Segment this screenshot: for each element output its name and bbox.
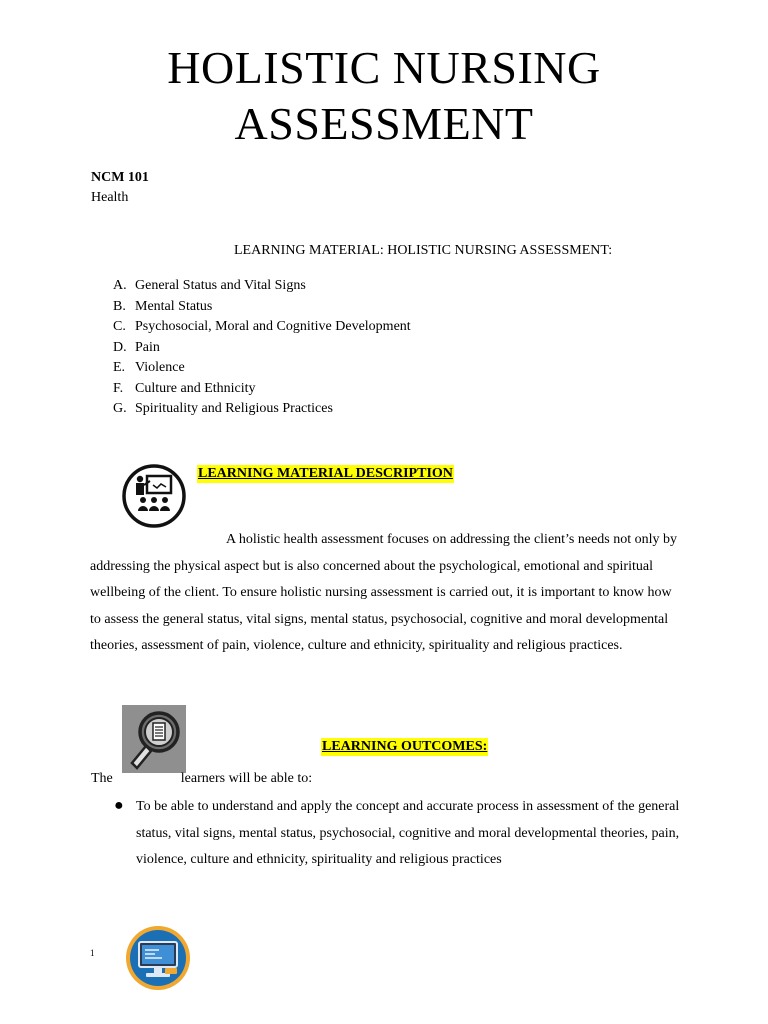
list-item-text: Psychosocial, Moral and Cognitive Development [135, 319, 411, 334]
list-marker: A. [113, 278, 127, 293]
description-heading: LEARNING MATERIAL DESCRIPTION [198, 466, 453, 481]
document-title [0, 40, 768, 152]
description-text: A holistic health assessment focuses on addressing the client’s needs not only by addressing the physical aspect but is also concerned about the psychological, emotional and spiritual wellbeing of the client. To ensure holistic nursing assessment is carried out, it is important to know how to assess the general status, vital signs, mental status, psychosocial, cognitive and moral developmental theories, assessment of pain, violence, culture and ethnicity, spirituality and religious practices. [90, 532, 678, 654]
list-item [113, 338, 411, 359]
magnifier-document-icon [122, 705, 186, 773]
outcomes-intro-start: The [91, 771, 113, 786]
list-item-text: General Status and Vital Signs [135, 278, 306, 293]
list-item-text: Culture and Ethnicity [135, 380, 256, 396]
outcomes-intro-end: learners will be able to: [180, 771, 313, 786]
list-marker: F. [113, 380, 124, 396]
course-name: Health [91, 190, 129, 205]
computer-monitor-icon [124, 924, 192, 992]
topic-list [113, 276, 411, 420]
list-item-text: Violence [135, 360, 185, 375]
description-paragraph [90, 527, 680, 660]
list-item [113, 276, 411, 297]
list-marker: G. [113, 401, 127, 416]
list-item-text: Pain [135, 339, 160, 355]
list-marker: E. [113, 360, 126, 375]
list-marker: D. [113, 339, 127, 355]
outcome-item: To be able to understand and apply the concept and accurate process in assessment of the general status, vital signs, mental status, psychosocial, cognitive and moral developmental theories, pain, violence, culture and ethnicity, spirituality and religious practices [136, 799, 680, 868]
list-item-text: Spirituality and Religious Practices [135, 401, 333, 416]
page-number: 1 [90, 948, 95, 958]
title-line-1: HOLISTIC NURSING [167, 42, 601, 93]
outcomes-intro [91, 771, 312, 787]
list-item [113, 317, 411, 338]
list-item [113, 399, 411, 420]
list-item [113, 297, 411, 318]
outcomes-heading: LEARNING OUTCOMES: [322, 739, 488, 754]
title-line-2: ASSESSMENT [234, 98, 534, 149]
list-marker: B. [113, 298, 126, 314]
list-item-text: Mental Status [135, 298, 213, 314]
list-item [113, 379, 411, 400]
list-item [113, 358, 411, 379]
learning-material-heading: LEARNING MATERIAL: HOLISTIC NURSING ASSESSMENT: [234, 243, 613, 258]
list-marker: C. [113, 319, 126, 334]
bullet-icon: ● [114, 797, 124, 814]
course-code: NCM 101 [91, 170, 149, 185]
teacher-presentation-icon [121, 463, 187, 529]
